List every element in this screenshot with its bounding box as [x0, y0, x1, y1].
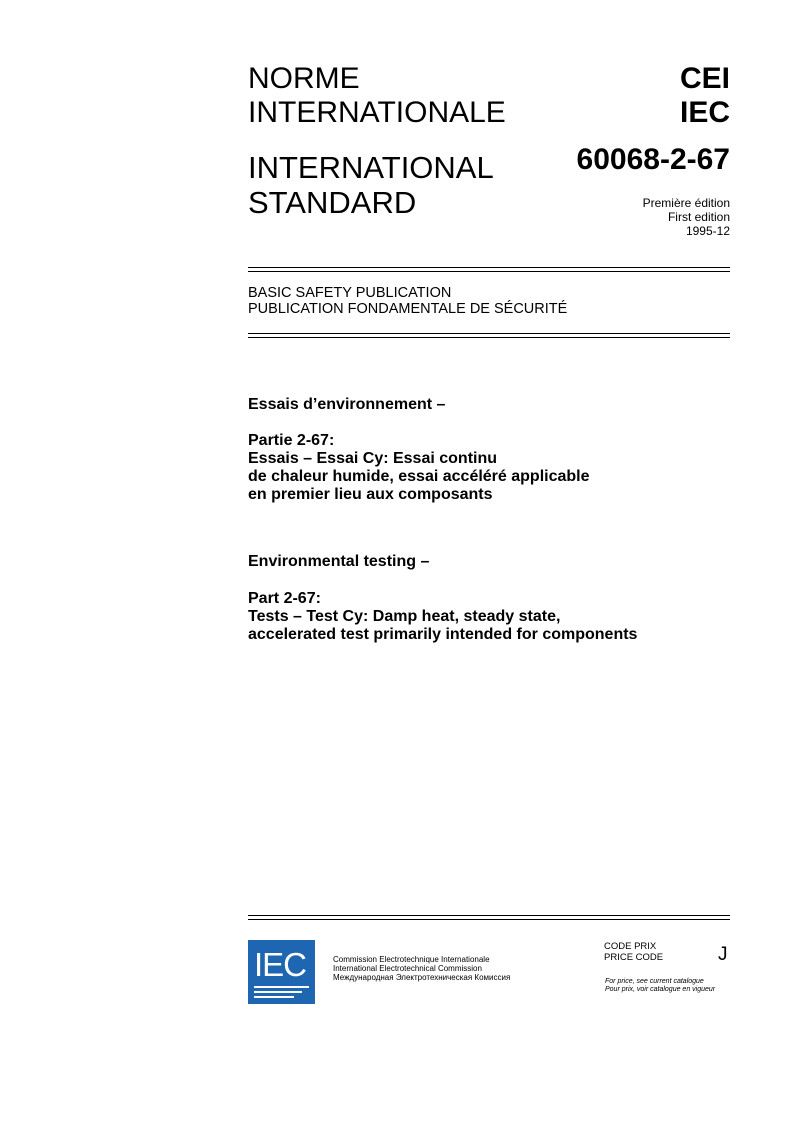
code-prix: CODE PRIX	[604, 941, 657, 952]
commission-ru: Международная Электротехническая Комиссия	[333, 973, 511, 982]
norme-internationale-heading	[248, 62, 506, 130]
iec-logo-bar-3	[254, 996, 294, 998]
safety-publication	[248, 285, 567, 317]
title-fr-part	[248, 432, 748, 504]
iec-logo-bar-1	[254, 986, 309, 988]
edition-fr: Première édition	[642, 196, 730, 210]
divider-middle	[248, 333, 730, 338]
price-code: PRICE CODE	[604, 952, 664, 963]
title-en-line-1: Tests – Test Cy: Damp heat, steady state,	[248, 608, 561, 625]
norme-line-2: INTERNATIONALE	[248, 96, 506, 129]
safety-fr: PUBLICATION FONDAMENTALE DE SÉCURITÉ	[248, 301, 568, 317]
code-iec: IEC	[679, 96, 730, 129]
code-cei: CEI	[679, 62, 730, 95]
edition-en: First edition	[667, 210, 730, 224]
title-en-part	[248, 590, 748, 644]
iec-logo-text: IEC	[254, 946, 307, 983]
price-code-value: J	[718, 944, 728, 965]
title-fr-main: Essais d’environnement –	[248, 396, 446, 413]
divider-bottom	[248, 915, 730, 920]
standard-line-2: STANDARD	[248, 185, 417, 220]
safety-en: BASIC SAFETY PUBLICATION	[248, 285, 452, 301]
commission-en: International Electrotechnical Commission	[333, 964, 482, 973]
catalogue-note	[605, 978, 715, 994]
price-code-label	[604, 941, 663, 963]
title-en-main: Environmental testing –	[248, 553, 430, 570]
edition-info	[643, 196, 730, 238]
title-fr-part-number: Partie 2-67:	[248, 432, 335, 449]
iec-logo-bar-2	[254, 991, 302, 993]
iec-logo	[248, 940, 315, 1004]
divider-top	[248, 267, 730, 272]
standard-number: 60068-2-67	[576, 143, 730, 176]
international-standard-heading	[248, 150, 494, 220]
norme-line-1: NORME	[248, 62, 360, 95]
title-en-line-2: accelerated test primarily intended for components	[248, 626, 638, 643]
title-fr-line-1: Essais – Essai Cy: Essai continu	[248, 450, 498, 467]
commission-fr: Commission Electrotechnique Internationale	[333, 955, 490, 964]
standard-line-1: INTERNATIONAL	[248, 150, 494, 185]
commission-names	[333, 955, 510, 982]
title-en-part-number: Part 2-67:	[248, 590, 321, 607]
edition-date: 1995-12	[685, 224, 730, 238]
title-fr-line-3: en premier lieu aux composants	[248, 486, 493, 503]
catalogue-fr: Pour prix, voir catalogue en vigueur	[605, 986, 716, 993]
publisher-codes	[680, 62, 730, 130]
title-fr-line-2: de chaleur humide, essai accéléré applicable	[248, 468, 590, 485]
catalogue-en: For price, see current catalogue	[605, 978, 704, 985]
